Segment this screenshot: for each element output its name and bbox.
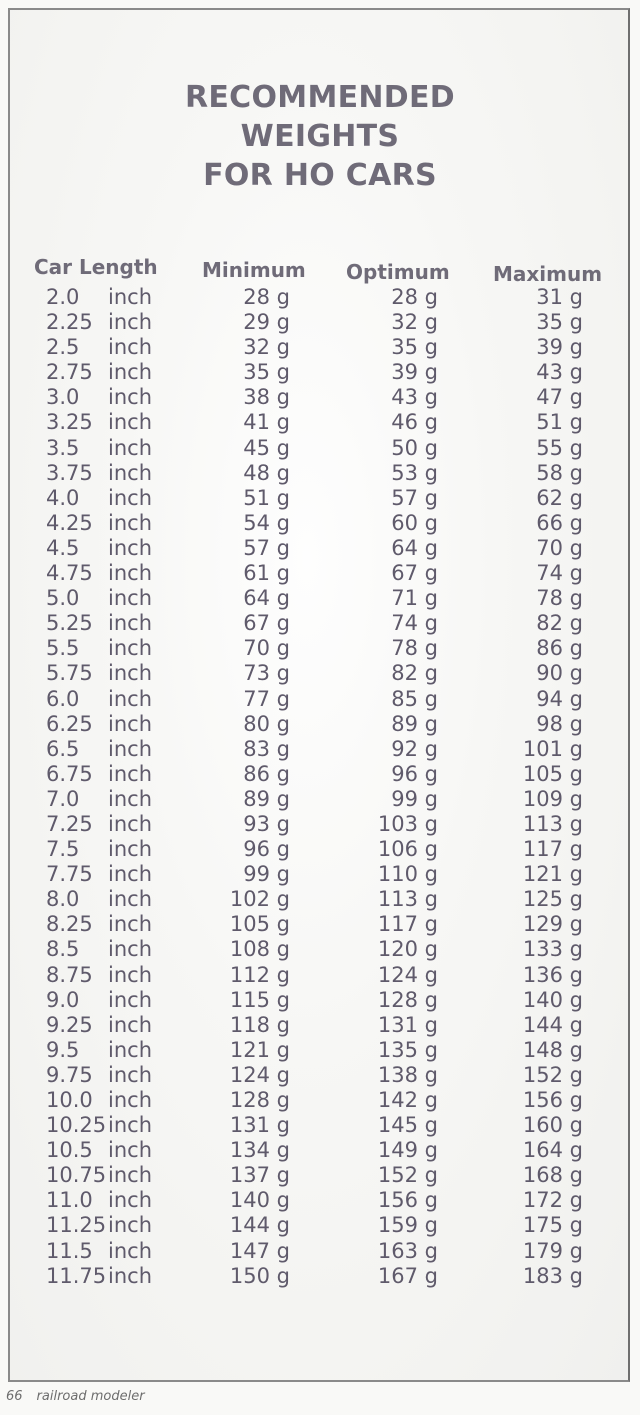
optimum-weight: 28 g: [391, 285, 438, 309]
minimum-weight: 77 g: [243, 686, 290, 711]
publication-name: railroad modeler: [36, 1389, 145, 1404]
optimum-weight: 74 g: [391, 611, 438, 636]
car-length-value: 9.75: [46, 1062, 93, 1087]
table-row: [0, 762, 640, 787]
maximum-weight: 70 g: [536, 535, 583, 560]
maximum-weight: 62 g: [536, 485, 583, 510]
car-length-unit: inch: [108, 1163, 152, 1188]
optimum-weight: 113 g: [377, 887, 438, 912]
car-length-unit: inch: [108, 1037, 152, 1062]
car-length-value: 9.25: [46, 1012, 93, 1037]
optimum-weight: 120 g: [377, 937, 438, 962]
car-length-unit: inch: [108, 1213, 152, 1238]
table-row: [0, 1239, 640, 1264]
car-length-unit: inch: [108, 285, 152, 309]
car-length-value: 11.0: [46, 1188, 93, 1213]
car-length-value: 10.0: [46, 1088, 93, 1112]
minimum-weight: 73 g: [243, 661, 290, 686]
maximum-weight: 156 g: [522, 1088, 583, 1112]
car-length-unit: inch: [108, 686, 152, 711]
minimum-weight: 54 g: [243, 510, 290, 535]
optimum-weight: 35 g: [391, 335, 438, 360]
optimum-weight: 92 g: [391, 736, 438, 761]
table-row: [0, 1188, 640, 1213]
table-row: [0, 636, 640, 661]
car-length-value: 8.0: [46, 887, 80, 912]
maximum-weight: 55 g: [536, 435, 583, 460]
column-header-minimum: Minimum: [202, 258, 306, 282]
minimum-weight: 131 g: [229, 1113, 290, 1138]
minimum-weight: 99 g: [243, 862, 290, 887]
table-row: [0, 360, 640, 385]
table-row: [0, 335, 640, 360]
car-length-value: 10.75: [46, 1163, 107, 1188]
maximum-weight: 82 g: [536, 611, 583, 636]
car-length-unit: inch: [108, 1238, 152, 1263]
optimum-weight: 89 g: [391, 711, 438, 736]
table-row: [0, 963, 640, 988]
minimum-weight: 38 g: [243, 385, 290, 410]
car-length-value: 3.5: [46, 435, 80, 460]
minimum-weight: 102 g: [229, 887, 290, 912]
minimum-weight: 67 g: [243, 611, 290, 636]
maximum-weight: 168 g: [522, 1163, 583, 1188]
table-row: [0, 912, 640, 937]
maximum-weight: 39 g: [536, 335, 583, 360]
optimum-weight: 138 g: [377, 1062, 438, 1087]
minimum-weight: 115 g: [229, 987, 290, 1012]
table-row: [0, 461, 640, 486]
car-length-unit: inch: [108, 1263, 152, 1288]
maximum-weight: 121 g: [522, 862, 583, 887]
car-length-unit: inch: [108, 561, 152, 586]
table-row: [0, 1038, 640, 1063]
car-length-value: 3.25: [46, 410, 93, 435]
car-length-unit: inch: [108, 811, 152, 836]
minimum-weight: 93 g: [243, 811, 290, 836]
optimum-weight: 117 g: [377, 912, 438, 937]
maximum-weight: 66 g: [536, 510, 583, 535]
car-length-value: 8.75: [46, 962, 93, 987]
car-length-value: 7.5: [46, 837, 80, 862]
maximum-weight: 179 g: [522, 1238, 583, 1263]
minimum-weight: 51 g: [243, 485, 290, 510]
minimum-weight: 108 g: [229, 937, 290, 962]
car-length-value: 6.5: [46, 736, 80, 761]
car-length-value: 2.25: [46, 310, 93, 335]
title-line: FOR HO CARS: [203, 158, 437, 193]
car-length-unit: inch: [108, 435, 152, 460]
optimum-weight: 57 g: [391, 485, 438, 510]
minimum-weight: 32 g: [243, 335, 290, 360]
optimum-weight: 99 g: [391, 786, 438, 811]
table-row: [0, 1163, 640, 1188]
car-length-value: 11.5: [46, 1238, 93, 1263]
optimum-weight: 106 g: [377, 837, 438, 862]
optimum-weight: 156 g: [377, 1188, 438, 1213]
table-row: [0, 310, 640, 335]
optimum-weight: 159 g: [377, 1213, 438, 1238]
minimum-weight: 124 g: [229, 1062, 290, 1087]
car-length-value: 9.0: [46, 987, 80, 1012]
table-row: [0, 687, 640, 712]
car-length-value: 11.75: [46, 1263, 107, 1288]
maximum-weight: 160 g: [522, 1113, 583, 1138]
car-length-unit: inch: [108, 711, 152, 736]
table-row: [0, 1264, 640, 1289]
table-row: [0, 988, 640, 1013]
maximum-weight: 86 g: [536, 636, 583, 661]
optimum-weight: 128 g: [377, 987, 438, 1012]
table-row: [0, 1138, 640, 1163]
optimum-weight: 124 g: [377, 962, 438, 987]
optimum-weight: 131 g: [377, 1012, 438, 1037]
optimum-weight: 60 g: [391, 510, 438, 535]
minimum-weight: 121 g: [229, 1037, 290, 1062]
car-length-value: 6.75: [46, 761, 93, 786]
table-row: [0, 385, 640, 410]
maximum-weight: 58 g: [536, 460, 583, 485]
minimum-weight: 150 g: [229, 1263, 290, 1288]
car-length-value: 2.75: [46, 360, 93, 385]
maximum-weight: 175 g: [522, 1213, 583, 1238]
car-length-value: 2.5: [46, 335, 80, 360]
table-row: [0, 1088, 640, 1113]
table-row: [0, 486, 640, 511]
table-row: [0, 611, 640, 636]
car-length-unit: inch: [108, 786, 152, 811]
optimum-weight: 78 g: [391, 636, 438, 661]
maximum-weight: 31 g: [536, 285, 583, 309]
car-length-unit: inch: [108, 510, 152, 535]
maximum-weight: 51 g: [536, 410, 583, 435]
table-row: [0, 1013, 640, 1038]
maximum-weight: 113 g: [522, 811, 583, 836]
car-length-value: 3.75: [46, 460, 93, 485]
maximum-weight: 144 g: [522, 1012, 583, 1037]
maximum-weight: 109 g: [522, 786, 583, 811]
table-row: [0, 661, 640, 686]
minimum-weight: 96 g: [243, 837, 290, 862]
car-length-value: 6.0: [46, 686, 80, 711]
table-row: [0, 1113, 640, 1138]
optimum-weight: 39 g: [391, 360, 438, 385]
optimum-weight: 149 g: [377, 1138, 438, 1163]
minimum-weight: 80 g: [243, 711, 290, 736]
column-header-car-length: Car Length: [34, 255, 158, 279]
optimum-weight: 145 g: [377, 1113, 438, 1138]
car-length-value: 6.25: [46, 711, 93, 736]
car-length-unit: inch: [108, 887, 152, 912]
car-length-unit: inch: [108, 1188, 152, 1213]
car-length-unit: inch: [108, 310, 152, 335]
car-length-unit: inch: [108, 1062, 152, 1087]
maximum-weight: 140 g: [522, 987, 583, 1012]
car-length-value: 5.5: [46, 636, 80, 661]
minimum-weight: 57 g: [243, 535, 290, 560]
maximum-weight: 105 g: [522, 761, 583, 786]
car-length-unit: inch: [108, 987, 152, 1012]
car-length-value: 3.0: [46, 385, 80, 410]
car-length-unit: inch: [108, 937, 152, 962]
maximum-weight: 136 g: [522, 962, 583, 987]
car-length-unit: inch: [108, 360, 152, 385]
car-length-unit: inch: [108, 335, 152, 360]
table-row: [0, 1063, 640, 1088]
minimum-weight: 35 g: [243, 360, 290, 385]
maximum-weight: 94 g: [536, 686, 583, 711]
car-length-unit: inch: [108, 1113, 152, 1138]
table-row: [0, 561, 640, 586]
maximum-weight: 164 g: [522, 1138, 583, 1163]
maximum-weight: 35 g: [536, 310, 583, 335]
minimum-weight: 61 g: [243, 561, 290, 586]
car-length-value: 5.25: [46, 611, 93, 636]
car-length-value: 10.5: [46, 1138, 93, 1163]
table-row: [0, 511, 640, 536]
optimum-weight: 163 g: [377, 1238, 438, 1263]
page-title: [0, 78, 640, 195]
table-row: [0, 410, 640, 435]
optimum-weight: 167 g: [377, 1263, 438, 1288]
car-length-unit: inch: [108, 1138, 152, 1163]
car-length-unit: inch: [108, 535, 152, 560]
table-row: [0, 586, 640, 611]
optimum-weight: 43 g: [391, 385, 438, 410]
car-length-unit: inch: [108, 1088, 152, 1112]
page-number: 66: [6, 1389, 23, 1404]
car-length-unit: inch: [108, 912, 152, 937]
optimum-weight: 67 g: [391, 561, 438, 586]
optimum-weight: 135 g: [377, 1037, 438, 1062]
maximum-weight: 47 g: [536, 385, 583, 410]
car-length-value: 4.0: [46, 485, 80, 510]
table-row: [0, 862, 640, 887]
maximum-weight: 117 g: [522, 837, 583, 862]
maximum-weight: 152 g: [522, 1062, 583, 1087]
car-length-unit: inch: [108, 636, 152, 661]
optimum-weight: 152 g: [377, 1163, 438, 1188]
minimum-weight: 83 g: [243, 736, 290, 761]
minimum-weight: 144 g: [229, 1213, 290, 1238]
minimum-weight: 41 g: [243, 410, 290, 435]
weights-table-body: [0, 285, 640, 1289]
optimum-weight: 82 g: [391, 661, 438, 686]
car-length-unit: inch: [108, 385, 152, 410]
car-length-unit: inch: [108, 1012, 152, 1037]
table-row: [0, 536, 640, 561]
optimum-weight: 53 g: [391, 460, 438, 485]
car-length-unit: inch: [108, 837, 152, 862]
car-length-value: 2.0: [46, 285, 80, 309]
table-row: [0, 285, 640, 310]
car-length-value: 7.75: [46, 862, 93, 887]
maximum-weight: 125 g: [522, 887, 583, 912]
car-length-unit: inch: [108, 611, 152, 636]
table-row: [0, 887, 640, 912]
minimum-weight: 137 g: [229, 1163, 290, 1188]
minimum-weight: 147 g: [229, 1238, 290, 1263]
maximum-weight: 90 g: [536, 661, 583, 686]
minimum-weight: 140 g: [229, 1188, 290, 1213]
car-length-value: 9.5: [46, 1037, 80, 1062]
minimum-weight: 45 g: [243, 435, 290, 460]
minimum-weight: 64 g: [243, 586, 290, 611]
car-length-unit: inch: [108, 761, 152, 786]
car-length-unit: inch: [108, 586, 152, 611]
car-length-value: 7.0: [46, 786, 80, 811]
optimum-weight: 64 g: [391, 535, 438, 560]
minimum-weight: 105 g: [229, 912, 290, 937]
car-length-value: 5.0: [46, 586, 80, 611]
car-length-unit: inch: [108, 736, 152, 761]
car-length-unit: inch: [108, 661, 152, 686]
minimum-weight: 86 g: [243, 761, 290, 786]
car-length-unit: inch: [108, 862, 152, 887]
car-length-value: 8.25: [46, 912, 93, 937]
page-footer: [6, 1389, 145, 1404]
minimum-weight: 89 g: [243, 786, 290, 811]
column-header-maximum: Maximum: [493, 262, 603, 286]
car-length-value: 4.75: [46, 561, 93, 586]
maximum-weight: 129 g: [522, 912, 583, 937]
table-row: [0, 737, 640, 762]
maximum-weight: 148 g: [522, 1037, 583, 1062]
maximum-weight: 98 g: [536, 711, 583, 736]
optimum-weight: 110 g: [377, 862, 438, 887]
optimum-weight: 142 g: [377, 1088, 438, 1112]
car-length-value: 7.25: [46, 811, 93, 836]
optimum-weight: 71 g: [391, 586, 438, 611]
minimum-weight: 70 g: [243, 636, 290, 661]
car-length-unit: inch: [108, 460, 152, 485]
table-row: [0, 937, 640, 962]
minimum-weight: 28 g: [243, 285, 290, 309]
table-row: [0, 712, 640, 737]
optimum-weight: 46 g: [391, 410, 438, 435]
minimum-weight: 112 g: [229, 962, 290, 987]
optimum-weight: 96 g: [391, 761, 438, 786]
maximum-weight: 133 g: [522, 937, 583, 962]
car-length-value: 4.5: [46, 535, 80, 560]
maximum-weight: 74 g: [536, 561, 583, 586]
table-row: [0, 812, 640, 837]
optimum-weight: 103 g: [377, 811, 438, 836]
minimum-weight: 128 g: [229, 1088, 290, 1112]
car-length-unit: inch: [108, 485, 152, 510]
maximum-weight: 101 g: [522, 736, 583, 761]
table-row: [0, 787, 640, 812]
column-header-optimum: Optimum: [346, 260, 450, 284]
minimum-weight: 29 g: [243, 310, 290, 335]
minimum-weight: 134 g: [229, 1138, 290, 1163]
minimum-weight: 118 g: [229, 1012, 290, 1037]
optimum-weight: 50 g: [391, 435, 438, 460]
title-line: RECOMMENDED: [184, 80, 456, 115]
maximum-weight: 78 g: [536, 586, 583, 611]
car-length-unit: inch: [108, 962, 152, 987]
car-length-value: 5.75: [46, 661, 93, 686]
maximum-weight: 172 g: [522, 1188, 583, 1213]
table-row: [0, 837, 640, 862]
optimum-weight: 32 g: [391, 310, 438, 335]
table-row: [0, 1213, 640, 1238]
optimum-weight: 85 g: [391, 686, 438, 711]
maximum-weight: 43 g: [536, 360, 583, 385]
car-length-value: 11.25: [46, 1213, 107, 1238]
minimum-weight: 48 g: [243, 460, 290, 485]
car-length-value: 10.25: [46, 1113, 107, 1138]
car-length-unit: inch: [108, 410, 152, 435]
table-row: [0, 436, 640, 461]
title-line: WEIGHTS: [240, 119, 400, 154]
maximum-weight: 183 g: [522, 1263, 583, 1288]
car-length-value: 4.25: [46, 510, 93, 535]
car-length-value: 8.5: [46, 937, 80, 962]
